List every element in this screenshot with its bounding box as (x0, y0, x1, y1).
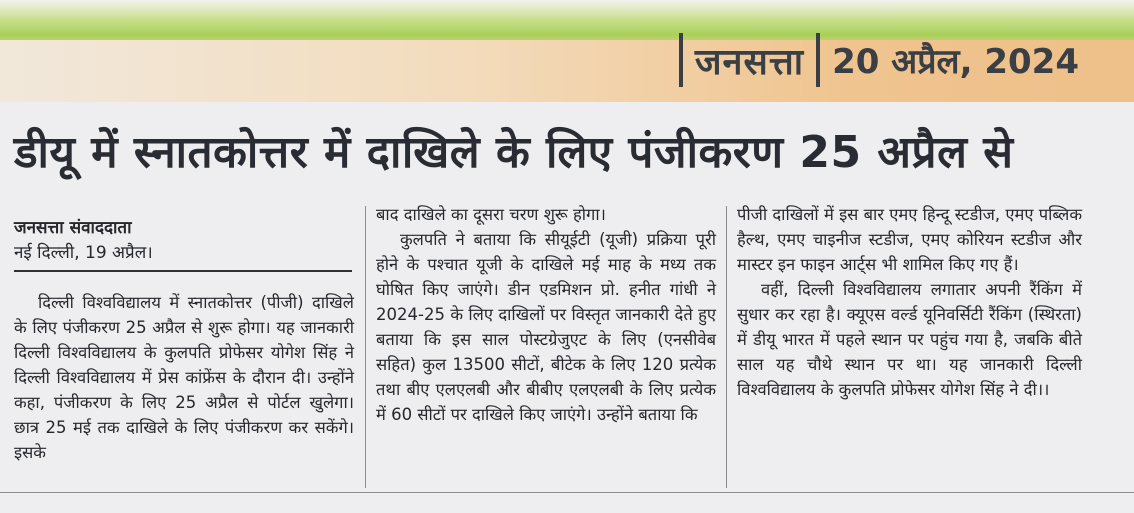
dateline: नई दिल्ली, 19 अप्रैल। (14, 243, 153, 263)
byline: जनसत्ता संवाददाता (14, 218, 132, 238)
bottom-rule (0, 492, 1134, 493)
article-headline: डीयू में स्नातकोत्तर में दाखिले के लिए पंजीकरण 25 अप्रैल से (14, 127, 1014, 178)
byline-rule (14, 270, 352, 272)
paragraph: कुलपति ने बताया कि सीयूईटी (यूजी) प्रक्रिया पूरी होने के पश्चात यूजी के दाखिले मई माह के मध्य तक घोषित किए जाएंगे। डीन एडमिशन प्रो. हनीत गांधी ने 2024-25 के लिए दाखिलों पर विस्तृत जानकारी देते हुए बताया कि इस साल पोस्टग्रेजुएट के लिए (एनसीवेब सहित) कुल 13500 सीटों, बीटेक के लिए 120 प्रत्येक तथा बीए एलएलबी और बीबीए एलएलबी के लिए प्रत्येक में 60 सीटों पर दाखिले किए जाएंगे। उन्होंने बताया कि (376, 230, 716, 424)
column-divider (365, 206, 366, 488)
article-column-2 (376, 202, 716, 427)
publication-date: 20 अप्रैल, 2024 (832, 42, 1079, 82)
paragraph: बाद दाखिले का दूसरा चरण शुरू होगा। (376, 205, 606, 224)
masthead-divider (816, 33, 820, 87)
article-column-1-body (14, 290, 354, 465)
paragraph: वहीं, दिल्ली विश्वविद्यालय लगातार अपनी रैंकिंग में सुधार कर रहा है। क्यूएस वर्ल्ड यूनिवर्सिटी रैंकिंग (स्थिरता) में डीयू भारत में पहले स्थान पर पहुंच गया है, जबकि बीते साल यह चौथे स्थान पर था। यह जानकारी दिल्ली विश्वविद्यालय के कुलपति प्रोफेसर योगेश सिंह ने दी।। (737, 280, 1082, 399)
article-column-3 (737, 202, 1082, 402)
paragraph: दिल्ली विश्वविद्यालय में स्नातकोत्तर (पीजी) दाखिले के लिए पंजीकरण 25 अप्रैल से शुरू होगा। यह जानकारी दिल्ली विश्वविद्यालय के कुलपति प्रोफेसर योगेश सिंह ने दिल्ली विश्वविद्यालय में प्रेस कांफ्रेंस के दौरान दी। उन्होंने कहा, पंजीकरण के लिए 25 अप्रैल से पोर्टल खुलेगा। छात्र 25 मई तक दाखिले के लिए पंजीकरण कर सकेंगे। इसके (14, 293, 354, 462)
masthead-divider (679, 33, 683, 87)
masthead (679, 30, 1079, 90)
newspaper-name: जनसत्ता (694, 41, 805, 83)
paragraph: पीजी दाखिलों में इस बार एमए हिन्दू स्टडीज, एमए पब्लिक हैल्थ, एमए चाइनीज स्टडीज, एमए कोरियन स्टडीज और मास्टर इन फाइन आर्ट्स भी शामिल किए गए हैं। (737, 205, 1082, 274)
column-divider (726, 206, 727, 488)
article-column-1 (14, 216, 354, 266)
